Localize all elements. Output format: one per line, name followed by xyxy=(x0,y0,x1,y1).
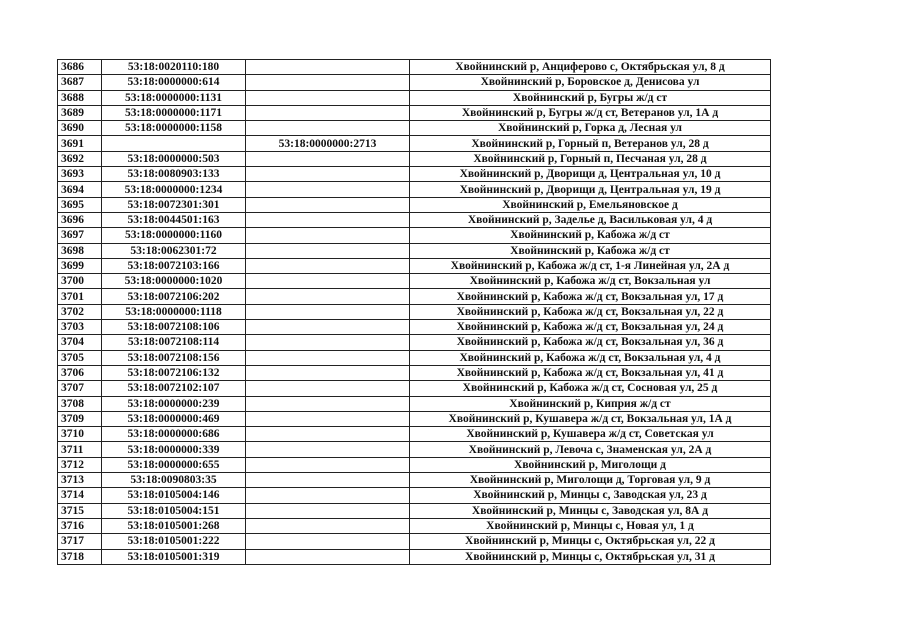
address: Хвойнинский р, Кабожа ж/д ст, Вокзальная ул, 24 д xyxy=(410,320,771,335)
address: Хвойнинский р, Кабожа ж/д ст, 1-я Линейная ул, 2А д xyxy=(410,258,771,273)
table-row xyxy=(58,350,771,365)
address: Хвойнинский р, Горка д, Лесная ул xyxy=(410,121,771,136)
cadastral-number-alt xyxy=(246,304,410,319)
address: Хвойнинский р, Кушавера ж/д ст, Советская ул xyxy=(410,427,771,442)
address: Хвойнинский р, Миголощи д xyxy=(410,457,771,472)
row-number: 3715 xyxy=(58,503,102,518)
address: Хвойнинский р, Бугры ж/д ст xyxy=(410,90,771,105)
table-row xyxy=(58,105,771,120)
address: Хвойнинский р, Кабожа ж/д ст, Вокзальная ул, 4 д xyxy=(410,350,771,365)
address: Хвойнинский р, Минцы с, Октябрьская ул, 22 д xyxy=(410,534,771,549)
row-number: 3717 xyxy=(58,534,102,549)
cadastral-number-alt xyxy=(246,427,410,442)
cadastral-number: 53:18:0072108:106 xyxy=(102,320,246,335)
table-row xyxy=(58,365,771,380)
cadastral-number: 53:18:0000000:339 xyxy=(102,442,246,457)
row-number: 3692 xyxy=(58,151,102,166)
row-number: 3689 xyxy=(58,105,102,120)
address: Хвойнинский р, Горный п, Ветеранов ул, 28 д xyxy=(410,136,771,151)
table-row xyxy=(58,304,771,319)
cadastral-number: 53:18:0000000:1171 xyxy=(102,105,246,120)
cadastral-number-alt xyxy=(246,228,410,243)
address: Хвойнинский р, Дворищи д, Центральная ул, 19 д xyxy=(410,182,771,197)
cadastral-number: 53:18:0072106:202 xyxy=(102,289,246,304)
cadastral-number-alt xyxy=(246,335,410,350)
cadastral-number-alt xyxy=(246,75,410,90)
address: Хвойнинский р, Кабожа ж/д ст xyxy=(410,243,771,258)
address: Хвойнинский р, Кушавера ж/д ст, Вокзальная ул, 1А д xyxy=(410,411,771,426)
table-row xyxy=(58,488,771,503)
cadastral-number: 53:18:0000000:1131 xyxy=(102,90,246,105)
cadastral-number: 53:18:0105001:222 xyxy=(102,534,246,549)
cadastral-number: 53:18:0072301:301 xyxy=(102,197,246,212)
row-number: 3703 xyxy=(58,320,102,335)
table-row xyxy=(58,182,771,197)
cadastral-number: 53:18:0105004:146 xyxy=(102,488,246,503)
address: Хвойнинский р, Киприя ж/д ст xyxy=(410,396,771,411)
cadastral-number: 53:18:0000000:469 xyxy=(102,411,246,426)
cadastral-number-alt xyxy=(246,488,410,503)
row-number: 3699 xyxy=(58,258,102,273)
cadastral-number: 53:18:0000000:1160 xyxy=(102,228,246,243)
address: Хвойнинский р, Кабожа ж/д ст, Сосновая ул, 25 д xyxy=(410,381,771,396)
row-number: 3709 xyxy=(58,411,102,426)
address: Хвойнинский р, Левоча с, Знаменская ул, 2А д xyxy=(410,442,771,457)
address: Хвойнинский р, Минцы с, Октябрьская ул, 31 д xyxy=(410,549,771,564)
row-number: 3693 xyxy=(58,167,102,182)
row-number: 3690 xyxy=(58,121,102,136)
cadastral-number: 53:18:0020110:180 xyxy=(102,60,246,75)
cadastral-number-alt xyxy=(246,534,410,549)
cadastral-number-alt xyxy=(246,503,410,518)
cadastral-number: 53:18:0000000:503 xyxy=(102,151,246,166)
cadastral-number-alt xyxy=(246,365,410,380)
table-row xyxy=(58,212,771,227)
cadastral-number: 53:18:0000000:686 xyxy=(102,427,246,442)
table-row xyxy=(58,411,771,426)
cadastral-number-alt: 53:18:0000000:2713 xyxy=(246,136,410,151)
cadastral-number-alt xyxy=(246,121,410,136)
cadastral-number: 53:18:0072102:107 xyxy=(102,381,246,396)
cadastral-number xyxy=(102,136,246,151)
cadastral-number: 53:18:0000000:239 xyxy=(102,396,246,411)
cadastral-number: 53:18:0062301:72 xyxy=(102,243,246,258)
row-number: 3716 xyxy=(58,518,102,533)
table-row xyxy=(58,549,771,564)
table-row xyxy=(58,90,771,105)
table-row xyxy=(58,60,771,75)
address: Хвойнинский р, Емельяновское д xyxy=(410,197,771,212)
cadastral-number: 53:18:0105001:268 xyxy=(102,518,246,533)
table-row xyxy=(58,121,771,136)
address: Хвойнинский р, Заделье д, Васильковая ул, 4 д xyxy=(410,212,771,227)
row-number: 3687 xyxy=(58,75,102,90)
address: Хвойнинский р, Миголощи д, Торговая ул, 9 д xyxy=(410,473,771,488)
row-number: 3688 xyxy=(58,90,102,105)
table-row xyxy=(58,534,771,549)
cadastral-number: 53:18:0072106:132 xyxy=(102,365,246,380)
table-row xyxy=(58,274,771,289)
row-number: 3686 xyxy=(58,60,102,75)
address: Хвойнинский р, Горный п, Песчаная ул, 28 д xyxy=(410,151,771,166)
cadastral-number-alt xyxy=(246,182,410,197)
cadastral-number-alt xyxy=(246,274,410,289)
cadastral-number: 53:18:0000000:614 xyxy=(102,75,246,90)
table-row xyxy=(58,396,771,411)
row-number: 3706 xyxy=(58,365,102,380)
cadastral-number: 53:18:0072103:166 xyxy=(102,258,246,273)
cadastral-number: 53:18:0000000:1234 xyxy=(102,182,246,197)
table-row xyxy=(58,335,771,350)
address: Хвойнинский р, Дворищи д, Центральная ул, 10 д xyxy=(410,167,771,182)
cadastral-number-alt xyxy=(246,473,410,488)
table-row xyxy=(58,518,771,533)
cadastral-number-alt xyxy=(246,151,410,166)
cadastral-number-alt xyxy=(246,396,410,411)
cadastral-number: 53:18:0000000:1118 xyxy=(102,304,246,319)
address: Хвойнинский р, Минцы с, Новая ул, 1 д xyxy=(410,518,771,533)
cadastral-number-alt xyxy=(246,258,410,273)
address: Хвойнинский р, Минцы с, Заводская ул, 8А д xyxy=(410,503,771,518)
row-number: 3710 xyxy=(58,427,102,442)
cadastral-number: 53:18:0080903:133 xyxy=(102,167,246,182)
address: Хвойнинский р, Минцы с, Заводская ул, 23 д xyxy=(410,488,771,503)
address: Хвойнинский р, Боровское д, Денисова ул xyxy=(410,75,771,90)
address: Хвойнинский р, Кабожа ж/д ст, Вокзальная ул xyxy=(410,274,771,289)
cadastral-number: 53:18:0000000:1158 xyxy=(102,121,246,136)
cadastral-number-alt xyxy=(246,549,410,564)
address: Хвойнинский р, Кабожа ж/д ст xyxy=(410,228,771,243)
cadastral-number-alt xyxy=(246,320,410,335)
registry-table xyxy=(57,59,771,565)
cadastral-number-alt xyxy=(246,442,410,457)
cadastral-number-alt xyxy=(246,105,410,120)
cadastral-number: 53:18:0090803:35 xyxy=(102,473,246,488)
cadastral-number-alt xyxy=(246,243,410,258)
cadastral-number: 53:18:0000000:1020 xyxy=(102,274,246,289)
cadastral-number: 53:18:0072108:156 xyxy=(102,350,246,365)
table-row xyxy=(58,167,771,182)
cadastral-number-alt xyxy=(246,411,410,426)
row-number: 3701 xyxy=(58,289,102,304)
table-row xyxy=(58,503,771,518)
cadastral-number: 53:18:0105001:319 xyxy=(102,549,246,564)
cadastral-number-alt xyxy=(246,60,410,75)
table-row xyxy=(58,289,771,304)
row-number: 3696 xyxy=(58,212,102,227)
cadastral-number-alt xyxy=(246,289,410,304)
table-row xyxy=(58,75,771,90)
registry-table-body xyxy=(58,60,771,565)
table-row xyxy=(58,381,771,396)
table-row xyxy=(58,473,771,488)
row-number: 3698 xyxy=(58,243,102,258)
table-row xyxy=(58,136,771,151)
cadastral-number-alt xyxy=(246,167,410,182)
cadastral-number: 53:18:0000000:655 xyxy=(102,457,246,472)
cadastral-number-alt xyxy=(246,197,410,212)
table-row xyxy=(58,197,771,212)
table-row xyxy=(58,243,771,258)
row-number: 3700 xyxy=(58,274,102,289)
row-number: 3705 xyxy=(58,350,102,365)
table-row xyxy=(58,427,771,442)
cadastral-number: 53:18:0072108:114 xyxy=(102,335,246,350)
row-number: 3691 xyxy=(58,136,102,151)
address: Хвойнинский р, Бугры ж/д ст, Ветеранов ул, 1А д xyxy=(410,105,771,120)
cadastral-number-alt xyxy=(246,90,410,105)
table-row xyxy=(58,228,771,243)
cadastral-number-alt xyxy=(246,518,410,533)
row-number: 3713 xyxy=(58,473,102,488)
row-number: 3697 xyxy=(58,228,102,243)
row-number: 3718 xyxy=(58,549,102,564)
address: Хвойнинский р, Кабожа ж/д ст, Вокзальная ул, 17 д xyxy=(410,289,771,304)
row-number: 3711 xyxy=(58,442,102,457)
cadastral-number: 53:18:0044501:163 xyxy=(102,212,246,227)
row-number: 3714 xyxy=(58,488,102,503)
table-row xyxy=(58,320,771,335)
row-number: 3704 xyxy=(58,335,102,350)
address: Хвойнинский р, Кабожа ж/д ст, Вокзальная ул, 22 д xyxy=(410,304,771,319)
cadastral-number-alt xyxy=(246,350,410,365)
table-row xyxy=(58,151,771,166)
table-row xyxy=(58,442,771,457)
row-number: 3702 xyxy=(58,304,102,319)
cadastral-number-alt xyxy=(246,457,410,472)
address: Хвойнинский р, Анциферово с, Октябрьская ул, 8 д xyxy=(410,60,771,75)
address: Хвойнинский р, Кабожа ж/д ст, Вокзальная ул, 36 д xyxy=(410,335,771,350)
cadastral-number-alt xyxy=(246,381,410,396)
row-number: 3708 xyxy=(58,396,102,411)
row-number: 3694 xyxy=(58,182,102,197)
address: Хвойнинский р, Кабожа ж/д ст, Вокзальная ул, 41 д xyxy=(410,365,771,380)
cadastral-number-alt xyxy=(246,212,410,227)
table-row xyxy=(58,258,771,273)
cadastral-number: 53:18:0105004:151 xyxy=(102,503,246,518)
row-number: 3707 xyxy=(58,381,102,396)
table-row xyxy=(58,457,771,472)
row-number: 3712 xyxy=(58,457,102,472)
row-number: 3695 xyxy=(58,197,102,212)
